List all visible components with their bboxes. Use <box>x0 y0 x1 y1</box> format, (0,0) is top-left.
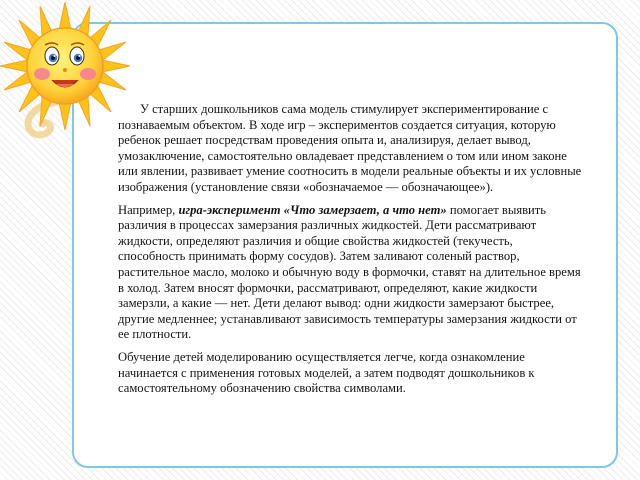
smiling-sun-icon <box>0 0 130 132</box>
text-block <box>118 102 582 404</box>
paragraph-1: У старших дошкольников сама модель стимулирует экспериментирование с познаваемым объектом. В ходе игр – экспериментов создается ситуация, которую ребенок решает посредствам проведения опыта и, анализируя, делает вывод, умозаключение, самостоятельно овладевает представлением о том или ином законе или явлении, развивает умение соотносить в модели реальные объекты и их условные изображения (установление связи «обозначаемое — обозначающее»). <box>118 102 582 194</box>
paragraph-2 <box>118 203 582 343</box>
paragraph-2-emphasis: игра-эксперимент «Что замерзает, а что нет» <box>178 202 447 217</box>
paragraph-2-rest: помогает выявить различия в процессах замерзания различных жидкостей. Дети рассматривают жидкости, определяют различия и общие свойства жидкостей (текучесть, способность принимать форму сосудов). Затем заливают соленый раствор, растительное масло, молоко и обычную воду в формочки, ставят на длительное время в холод. Затем вносят формочки, рассматривают, определяют, какие жидкости замерзли, а какие — нет. Дети делают вывод: одни жидкости замерзают быстрее, другие медленнее; устанавливают зависимость температуры замерзания жидкости от ее плотности. <box>118 202 581 342</box>
paragraph-2-lead: Например, <box>118 202 179 217</box>
paragraph-3: Обучение детей моделированию осуществляется легче, когда ознакомление начинается с применения готовых моделей, а затем подводят дошкольников к самостоятельному обозначению свойства символами. <box>118 349 535 396</box>
